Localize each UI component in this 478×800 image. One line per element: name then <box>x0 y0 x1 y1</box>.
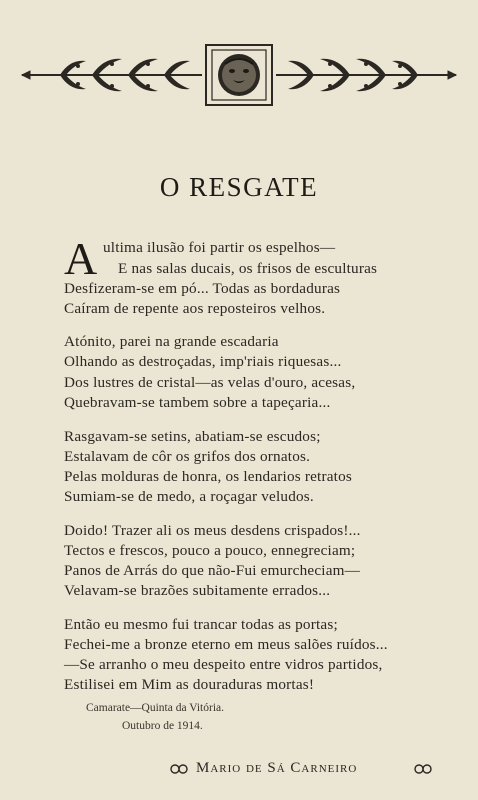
fleuron-right-icon <box>414 763 432 775</box>
poem-line: Doido! Trazer ali os meus desdens crispados!... <box>64 522 361 539</box>
poem-line: Rasgavam-se setins, abatiam-se escudos; <box>64 428 321 445</box>
poem-line: —Se arranho o meu despeito entre vidros partidos, <box>64 656 383 673</box>
poem-line: Estilisei em Mim as douraduras mortas! <box>64 676 315 693</box>
poem-line: ultima ilusão foi partir os espelhos— <box>103 239 336 256</box>
poem-line: Panos de Arrás do que não-Fui emurcheciam— <box>64 562 361 579</box>
poem-line: Olhando as destroçadas, imp'riais riquesas... <box>64 353 342 370</box>
poem-title: O RESGATE <box>159 172 319 202</box>
lion-head-ornament-icon <box>20 42 458 108</box>
poem-line: Velavam-se brazões subitamente errados... <box>64 582 331 599</box>
poem-place: Camarate—Quinta da Vitória. <box>86 702 225 714</box>
fleuron-left-icon <box>170 763 188 775</box>
poem-line: Sumiam-se de medo, a roçagar veludos. <box>64 488 314 505</box>
drop-cap: A <box>64 233 98 284</box>
poem-line: Atónito, parei na grande escadaria <box>64 333 279 350</box>
poem-line: Desfizeram-se em pó... Todas as bordaduras <box>64 280 341 297</box>
poem-line: Então eu mesmo fui trancar todas as portas; <box>64 616 338 633</box>
poem-line: Pelas molduras de honra, os lendarios retratos <box>64 468 352 485</box>
poem-date: Outubro de 1914. <box>122 720 203 732</box>
author-signature: Mario de Sá Carneiro <box>196 760 358 776</box>
poem-line: Tectos e frescos, pouco a pouco, ennegreciam; <box>64 542 356 559</box>
poem-line: Caíram de repente aos reposteiros velhos. <box>64 300 326 317</box>
poem-line: Quebravam-se tambem sobre a tapeçaria... <box>64 394 331 411</box>
poem-line: Estalavam de côr os grifos dos ornatos. <box>64 448 311 465</box>
poem-line: E nas salas ducais, os frisos de esculturas <box>118 260 378 277</box>
poem-line: Fechei-me a bronze eterno em meus salões ruídos... <box>64 636 388 653</box>
poem-line: Dos lustres de cristal—as velas d'ouro, acesas, <box>64 374 356 391</box>
